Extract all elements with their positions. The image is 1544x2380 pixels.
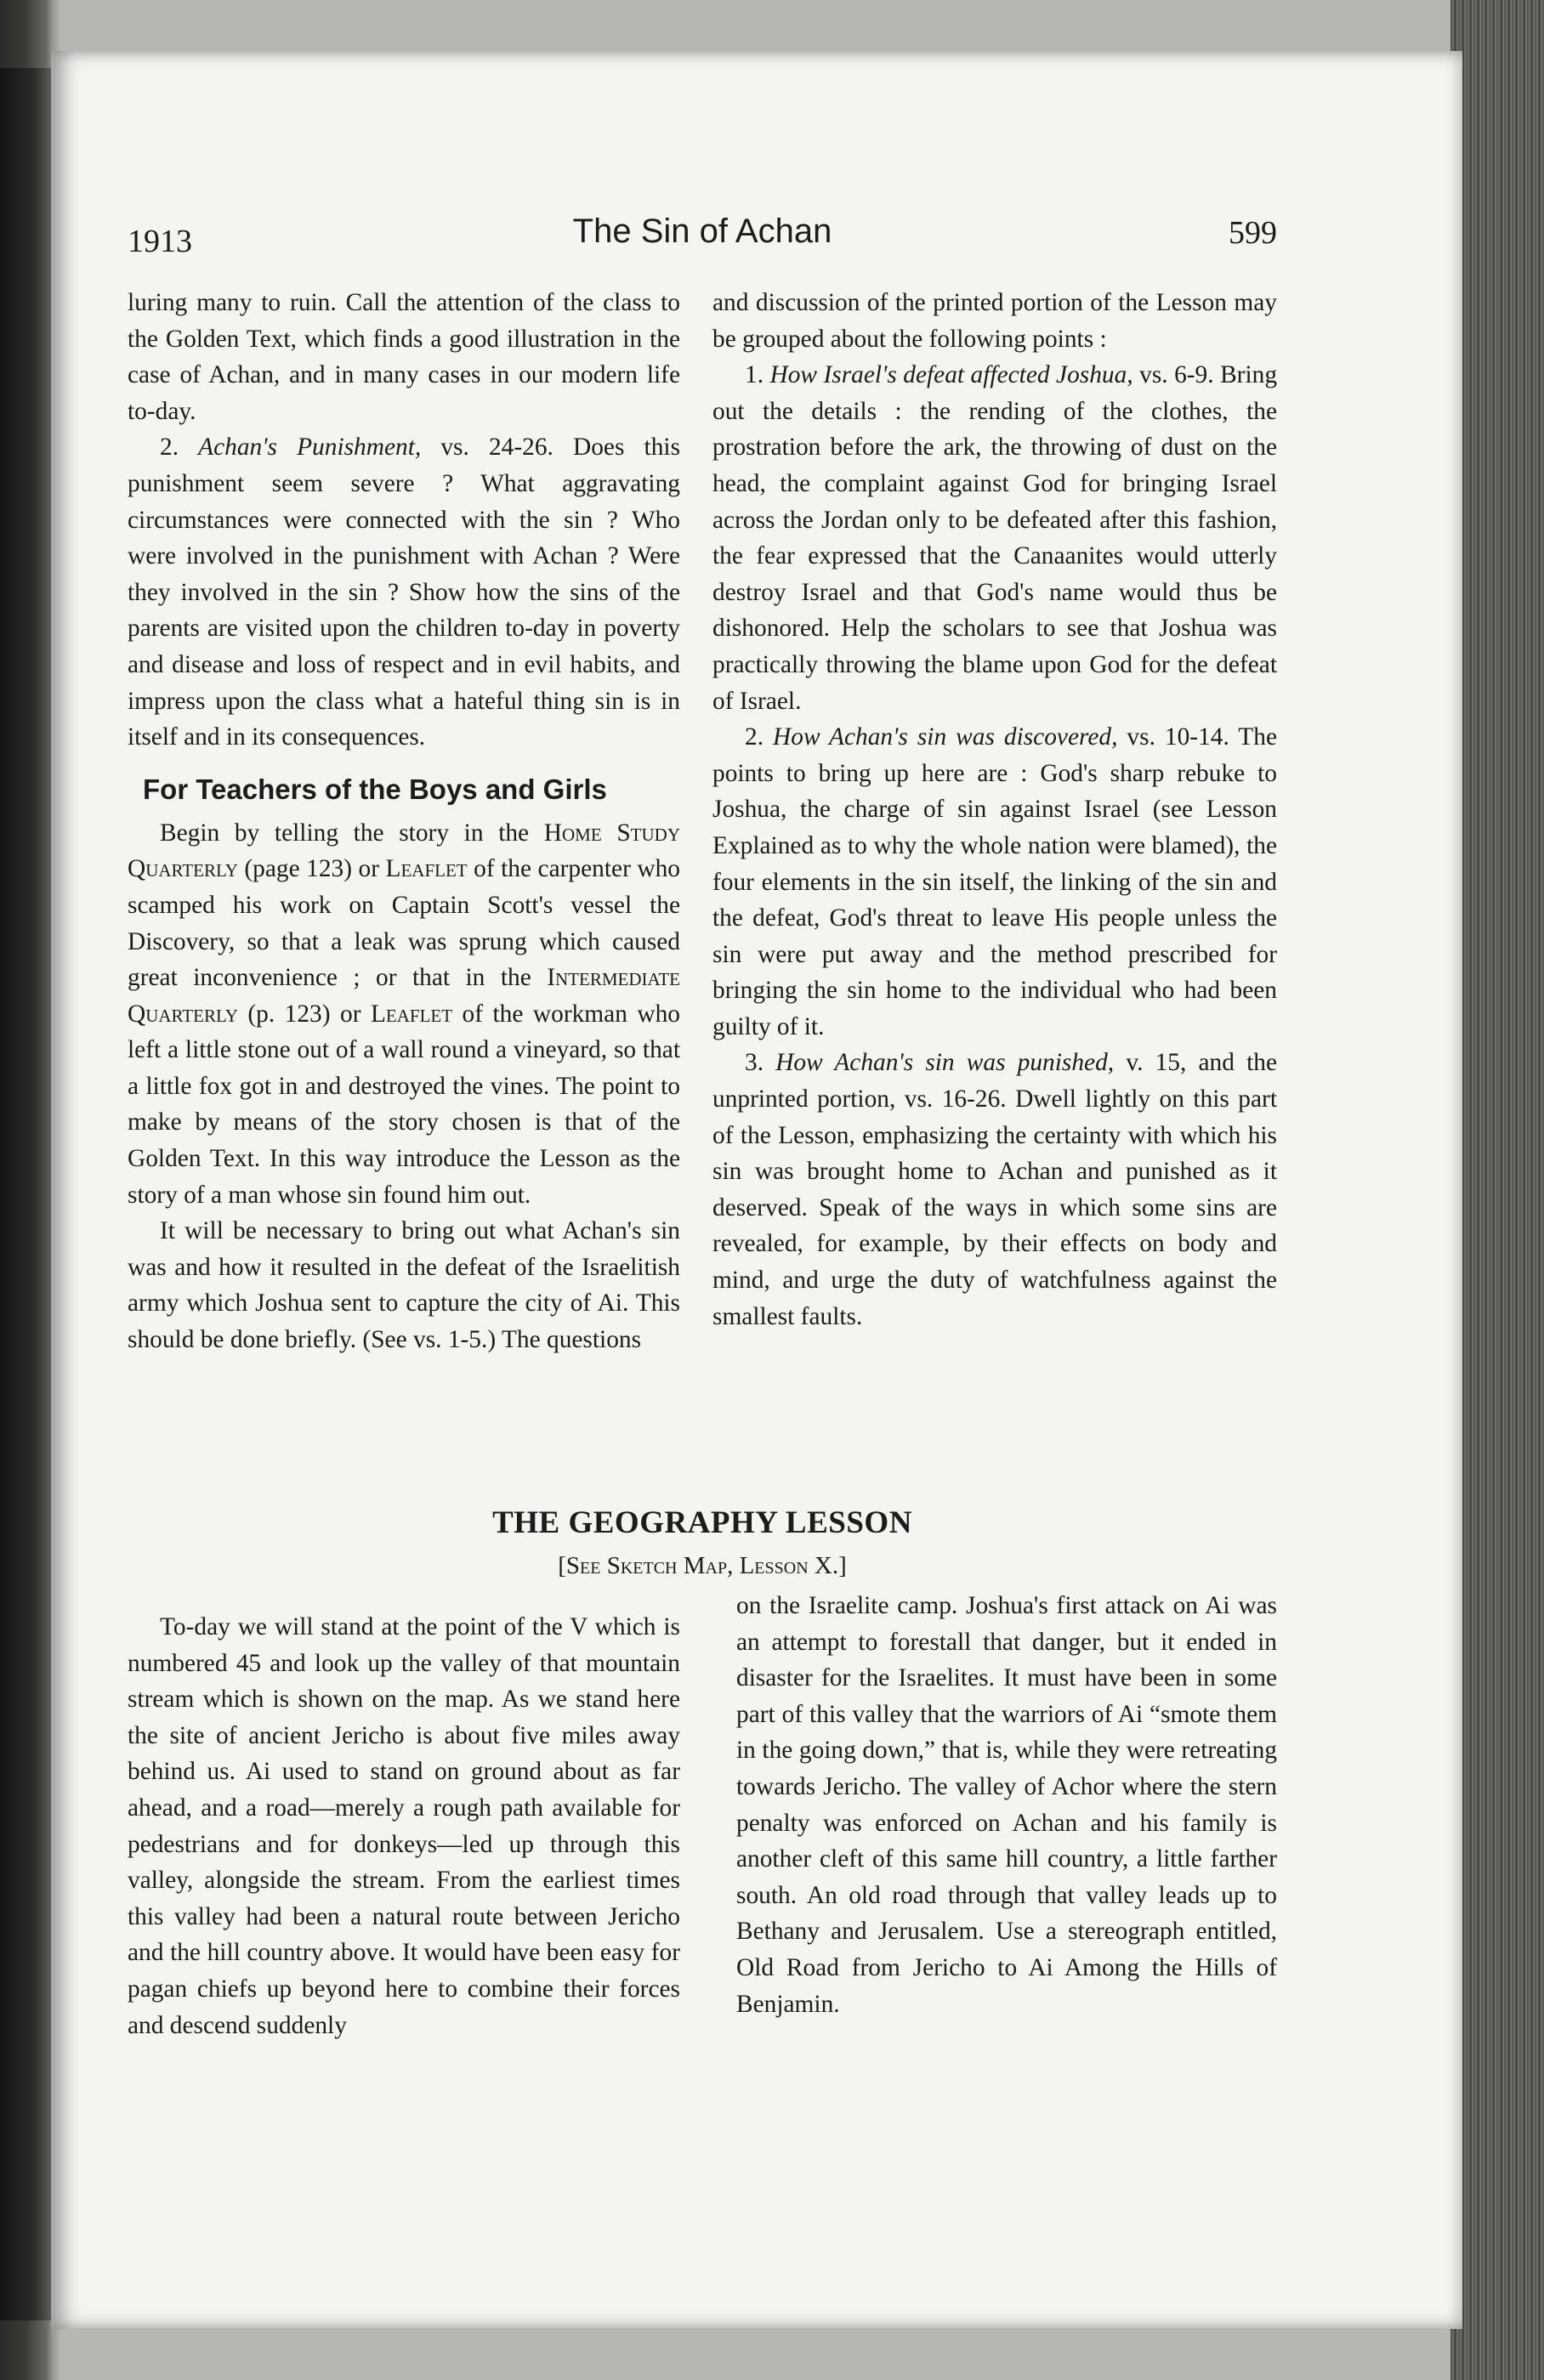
paragraph: 1. How Israel's defeat affected Joshua, vs. 6-9. Bring out the details : the rending of the clothes, the prostration before the ark, the throwing of dust on the head, the complaint against God for bringing Israel across the Jordan only to be defeated after this fashion, the fear expressed that the Canaanites would utterly destroy Israel and that God's name would thus be dishonored. Help the scholars to see that Joshua was practically throwing the blame upon God for the defeat of Israel. xyxy=(712,361,1278,715)
emphasis: How Israel's defeat affected Joshua, xyxy=(769,361,1133,389)
emphasis: How Achan's sin was discovered, xyxy=(773,723,1118,751)
header-year: 1913 xyxy=(128,224,192,259)
paragraph: luring many to ruin. Call the attention of the class to the Golden Text, which finds a good illustration in the case of Achan, and in many cases in our modern life to-day. xyxy=(128,289,680,425)
paragraph: 3. How Achan's sin was punished, v. 15, and the unprinted portion, vs. 16-26. Dwell lightly on this part of the Lesson, emphasizing the certainty with which his sin was brought home to Achan and punished as it deserved. Speak of the ways in which some sins are revealed, for example, by their effects on body and mind, and urge the duty of watchfulness against the smallest faults. xyxy=(712,1049,1278,1330)
geography-lesson-heading: THE GEOGRAPHY LESSON xyxy=(492,1505,912,1540)
page-number: 599 xyxy=(1229,215,1277,251)
paragraph: 2. How Achan's sin was discovered, vs. 10-14. The points to bring up here are : God's sharp rebuke to Joshua, the charge of sin against Israel (see Lesson Explained as to why the whole nation were blamed), the four elements in the sin itself, the linking of the sin and the defeat, God's threat to leave His people unless the sin were put away and the method prescribed for bringing the sin home to the individual who had been guilty of it. xyxy=(712,723,1277,1040)
emphasis: Achan's Punishment, xyxy=(198,434,422,462)
header-title: The Sin of Achan xyxy=(572,212,832,250)
geography-left-column xyxy=(128,1609,680,2043)
paragraph: 2. Achan's Punishment, vs. 24-26. Does this punishment seem severe ? What aggravating circumstances were connected with the sin ? Who were involved in the punishment with Achan ? Were they involved in the sin ? Show how the sins of the parents are visited upon the children to-day in poverty and disease and loss of respect and in evil habits, and impress upon the class what a hateful thing sin is in itself and in its consequences. xyxy=(128,434,681,751)
paragraph: To-day we will stand at the point of the V which is numbered 45 and look up the valley of that mountain stream which is shown on the map. As we stand here the site of ancient Jericho is about five miles away behind us. Ai used to stand on ground about as far ahead, and a road—merely a rough path available for pedestrians and for donkeys—led up through this valley, alongside the stream. From the earliest times this valley had been a natural route between Jericho and the hill country above. It would have been easy for pagan chiefs up beyond here to combine their forces and descend suddenly xyxy=(128,1613,680,2039)
book-binding-left xyxy=(0,68,58,2320)
paragraph: It will be necessary to bring out what Achan's sin was and how it resulted in the defeat of the Israelitish army which Joshua sent to capture the city of Ai. This should be done briefly. (See vs. 1-5.) The questions xyxy=(128,1217,680,1354)
emphasis: How Achan's sin was punished, xyxy=(775,1049,1115,1077)
geography-right-column xyxy=(736,1588,1277,2022)
right-column-top xyxy=(712,285,1277,1334)
running-header xyxy=(128,212,1277,264)
left-column-top xyxy=(128,285,680,1358)
paragraph: on the Israelite camp. Joshua's first attack on Ai was an attempt to forestall that danger, but it ended in disaster for the Israelites. It must have been in some part of this valley that the warriors of Ai “smote them in the going down,” that is, while they were retreating towards Jericho. The valley of Achor where the stern penalty was enforced on Achan and his family is another cleft of this same hill country, a little farther south. An old road through that valley leads up to Bethany and Jerusalem. Use a stereograph entitled, Old Road from Jericho to Ai Among the Hills of Benjamin. xyxy=(736,1592,1277,2018)
geography-lesson-subheading: [See Sketch Map, Lesson X.] xyxy=(558,1552,847,1579)
paragraph: Begin by telling the story in the Home Study Quarterly (page 123) or Leaflet of the carpenter who scamped his work on Captain Scott's vessel the Discovery, so that a leak was sprung which caused great inconvenience ; or that in the Intermediate Quarterly (p. 123) or Leaflet of the workman who left a little stone out of a wall round a vineyard, so that a little fox got in and destroyed the vines. The point to make by means of the story chosen is that of the Golden Text. In this way introduce the Lesson as the story of a man whose sin found him out. xyxy=(128,819,681,1209)
paragraph: and discussion of the printed portion of the Lesson may be grouped about the following points : xyxy=(712,289,1277,353)
section-heading-boys-girls: For Teachers of the Boys and Girls xyxy=(143,773,607,805)
page-edges-right xyxy=(1450,0,1544,2380)
